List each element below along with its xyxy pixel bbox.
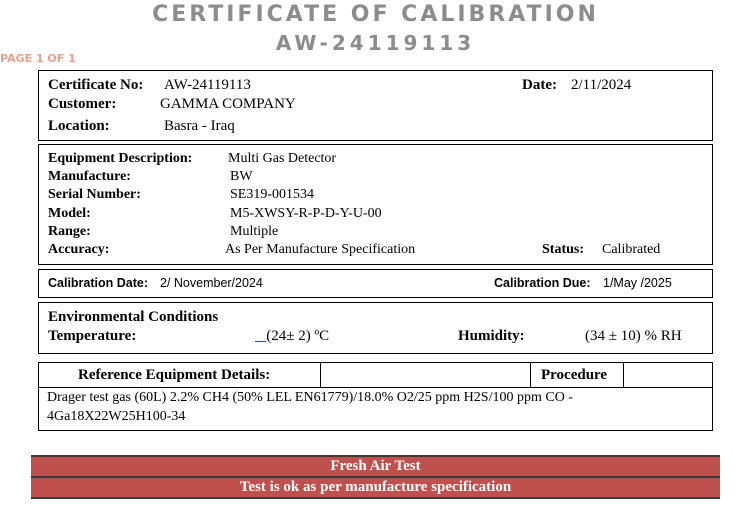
environmental-box [38, 302, 713, 354]
page-indicator: PAGE 1 OF 1 [0, 52, 76, 65]
date-label: Date: [522, 77, 557, 93]
procedure-label: Procedure [541, 367, 608, 383]
environmental-heading: Environmental Conditions [48, 309, 219, 325]
reference-equipment-box [38, 362, 713, 431]
serial-number-label: Serial Number: [48, 187, 141, 202]
status-label: Status: [542, 242, 585, 257]
serial-number-value: SE319-001534 [230, 187, 314, 202]
manufacture-value: BW [230, 169, 253, 184]
reference-col-divider-2 [530, 363, 531, 387]
customer-info-box [38, 70, 713, 141]
test-result-bar: Test is ok as per manufacture specification [31, 476, 720, 499]
reference-col-divider-1 [320, 363, 321, 387]
temperature-value: (24± 2) ºC [266, 328, 330, 344]
humidity-value: (34 ± 10) % RH [585, 328, 682, 344]
calibration-dates-box [38, 269, 713, 298]
cert-no-label: Certificate No: [48, 77, 144, 93]
reference-heading: Reference Equipment Details: [78, 367, 271, 383]
reference-gas-line-2: 4Ga18X22W25H100-34 [47, 409, 186, 424]
reference-col-divider-3 [623, 363, 624, 387]
certificate-title: CERTIFICATE OF CALIBRATION [152, 2, 599, 27]
location-value: Basra - Iraq [164, 118, 235, 134]
equipment-description-value: Multi Gas Detector [228, 151, 337, 166]
calibration-date-value: 2/ November/2024 [160, 276, 263, 290]
customer-label: Customer: [48, 96, 117, 112]
calibration-due-label: Calibration Due: [494, 276, 591, 290]
calibration-due-value: 1/May /2025 [603, 276, 672, 290]
equipment-description-label: Equipment Description: [48, 151, 193, 166]
reference-row-divider [39, 387, 712, 388]
status-value: Calibrated [602, 242, 661, 257]
range-value: Multiple [230, 224, 279, 239]
reference-gas-line-1: Drager test gas (60L) 2.2% CH4 (50% LEL EN61779)/18.0% O2/25 ppm H2S/100 ppm CO - [47, 390, 573, 405]
temperature-label: Temperature: [48, 328, 137, 344]
calibration-date-label: Calibration Date: [48, 276, 149, 290]
manufacture-label: Manufacture: [48, 169, 131, 184]
range-label: Range: [48, 224, 91, 239]
model-label: Model: [48, 206, 91, 221]
fresh-air-test-bar: Fresh Air Test [31, 455, 720, 478]
model-value: M5-XWSY-R-P-D-Y-U-00 [230, 206, 382, 221]
customer-value: GAMMA COMPANY [160, 96, 296, 112]
humidity-label: Humidity: [458, 328, 525, 344]
location-label: Location: [48, 118, 110, 134]
temperature-value-wrap [255, 328, 329, 345]
accuracy-label: Accuracy: [48, 242, 110, 257]
date-value: 2/11/2024 [571, 77, 632, 93]
equipment-box [38, 144, 713, 265]
cert-no-value: AW-24119113 [164, 77, 251, 93]
certificate-code-heading: AW-24119113 [275, 31, 476, 55]
accuracy-value: As Per Manufacture Specification [225, 242, 416, 257]
